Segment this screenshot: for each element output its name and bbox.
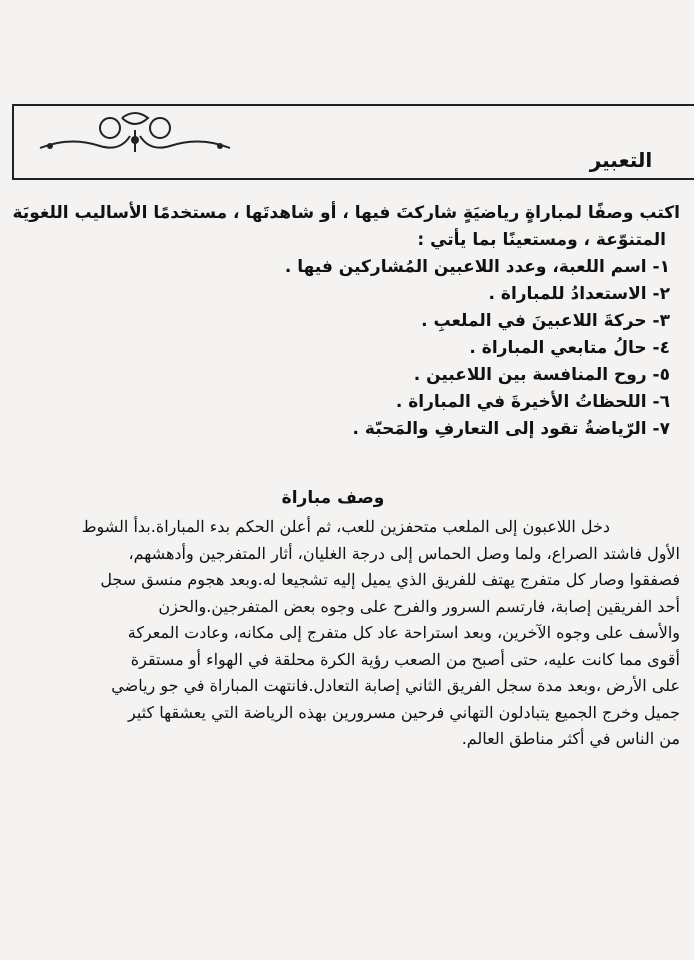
list-item: ٧- الرّياضةُ تقود إلى التعارفِ والمَحبّة . (352, 419, 670, 439)
list-item: ٦- اللحظاتُ الأخيرةَ في المباراة . (395, 392, 670, 412)
essay-line: أحد الفريقين إصابة، فارتسم السرور والفرح على وجوه بعض المتفرجين.والحزن (158, 596, 680, 616)
essay-line: والأسف على وجوه الآخرين، وبعد استراحة عاد كل متفرج إلى مكانه، وعادت المعركة (127, 623, 680, 642)
essay-title: وصف مباراة (281, 488, 385, 508)
essay-line: جميل وخرج الجميع يتبادلون التهاني فرحين مسرورين بهذه الرياضة التي يعشقها كثير (128, 702, 680, 722)
essay-body (82, 514, 680, 753)
instructions (13, 200, 680, 443)
essay-line: دخل اللاعبون إلى الملعب متحفزين للعب، ثم أعلن الحكم بدء المباراة.بدأ الشوط (81, 517, 610, 536)
list-item: ١- اسم اللعبة، وعدد اللاعبين المُشاركين فيها . (284, 257, 670, 277)
instruction-line: اكتب وصفًا لمباراةٍ رياضيَةٍ شاركتَ فيها ، أو شاهدتَها ، مستخدمًا الأساليب اللغويَة (12, 203, 680, 223)
essay-line: من الناس في أكثر مناطق العالم. (461, 729, 680, 748)
ornament-icon (30, 106, 240, 158)
list-item: ٤- حالُ متابعي المباراة . (469, 338, 670, 358)
list-item: ٢- الاستعدادُ للمباراة . (488, 284, 670, 304)
list-item: ٥- روح المنافسة بين اللاعبين . (413, 365, 670, 385)
essay-line: الأول فاشتد الصراع، ولما وصل الحماس إلى درجة الغليان، أثار المتفرجين وأدهشهم، (128, 543, 680, 563)
section-title: التعبير (589, 148, 653, 172)
list-item: ٣- حركةَ اللاعبينَ في الملعبِ . (421, 311, 670, 331)
instruction-line: المتنوّعة ، ومستعينًا بما يأتي : (417, 230, 666, 250)
essay-line: على الأرض ،وبعد مدة سجل الفريق الثاني إصابة التعادل.فانتهت المباراة في جو رياضي (111, 676, 680, 695)
essay-line: أقوى مما كانت عليه، حتى أصبح من الصعب رؤية الكرة محلقة في الهواء أو مستقرة (130, 649, 680, 669)
essay-line: فصفقوا وصار كل متفرج يهتف للفريق الذي يميل إليه تشجيعا له.وبعد هجوم منسق سجل (100, 570, 680, 589)
